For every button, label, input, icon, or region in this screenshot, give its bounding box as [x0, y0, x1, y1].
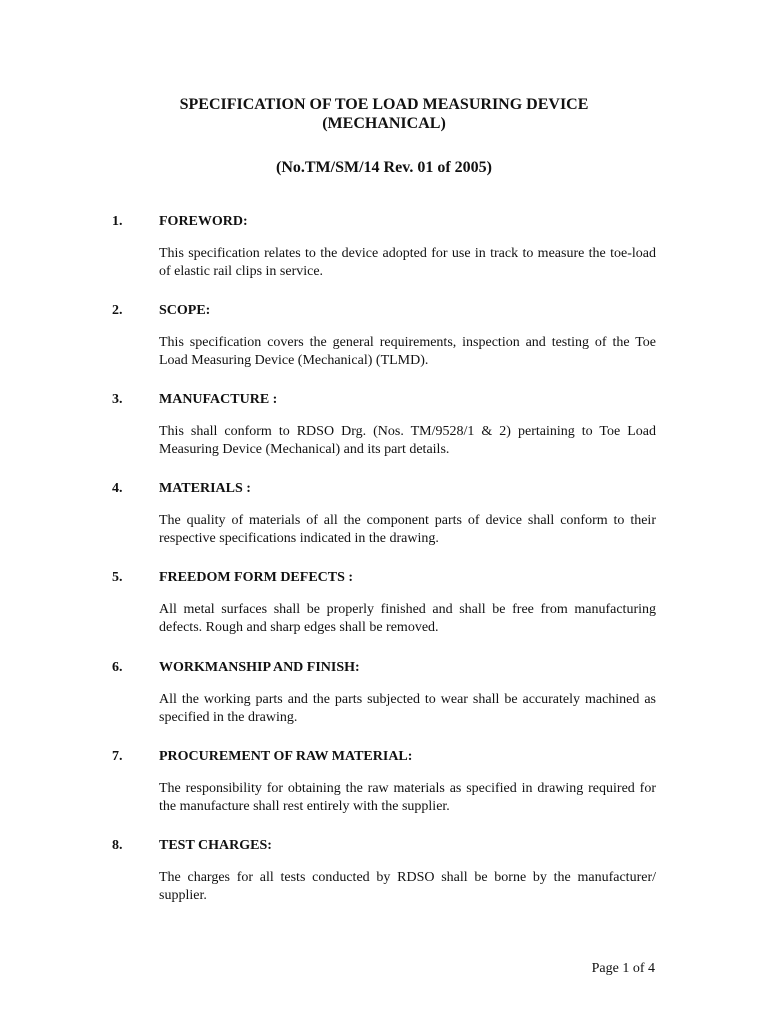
section-heading [112, 213, 656, 231]
section-foreword [112, 213, 656, 281]
section-title: TEST CHARGES: [159, 838, 272, 853]
section-test-charges [112, 837, 656, 905]
section-title: PROCUREMENT OF RAW MATERIAL: [159, 749, 413, 764]
document-number: (No.TM/SM/14 Rev. 01 of 2005) [276, 159, 492, 176]
section-number: 7. [112, 749, 123, 764]
section-procurement-of-raw-material [112, 748, 656, 816]
section-text: The charges for all tests conducted by RDSO shall be borne by the manufacturer/ supplier. [159, 870, 656, 903]
section-title: FREEDOM FORM DEFECTS : [159, 570, 354, 585]
section-text: All the working parts and the parts subjected to wear shall be accurately machined as specified in the drawing. [159, 692, 656, 725]
section-number: 1. [112, 214, 123, 229]
section-title: MATERIALS : [159, 481, 251, 496]
section-heading [112, 391, 656, 409]
section-title: FOREWORD: [159, 214, 248, 229]
section-heading [112, 569, 656, 587]
section-text: All metal surfaces shall be properly finished and shall be free from manufacturing defects. Rough and sharp edges shall be removed. [159, 602, 656, 635]
section-text: This shall conform to RDSO Drg. (Nos. TM/9528/1 & 2) pertaining to Toe Load Measuring Device (Mechanical) and its part details. [159, 424, 656, 457]
section-number: 8. [112, 838, 123, 853]
section-number: 6. [112, 660, 123, 675]
section-text: This specification covers the general requirements, inspection and testing of the Toe Load Measuring Device (Mechanical) (TLMD). [159, 335, 656, 368]
document-subtitle: (MECHANICAL) [322, 115, 446, 132]
section-workmanship-and-finish [112, 659, 656, 727]
section-number: 2. [112, 303, 123, 318]
section-heading [112, 748, 656, 766]
section-text: The quality of materials of all the component parts of device shall conform to their respective specifications indicated in the drawing. [159, 513, 656, 546]
document-title: SPECIFICATION OF TOE LOAD MEASURING DEVICE [179, 96, 589, 113]
section-number: 4. [112, 481, 123, 496]
section-title: WORKMANSHIP AND FINISH: [159, 660, 360, 675]
section-heading [112, 302, 656, 320]
section-materials [112, 480, 656, 548]
section-heading [112, 659, 656, 677]
section-title: MANUFACTURE : [159, 392, 278, 407]
section-text: This specification relates to the device adopted for use in track to measure the toe-load of elastic rail clips in service. [159, 246, 656, 279]
section-scope [112, 302, 656, 370]
section-heading [112, 480, 656, 498]
section-title: SCOPE: [159, 303, 211, 318]
page-number: Page 1 of 4 [591, 961, 655, 976]
section-number: 3. [112, 392, 123, 407]
section-manufacture [112, 391, 656, 459]
section-heading [112, 837, 656, 855]
section-text: The responsibility for obtaining the raw materials as specified in drawing required for the manufacture shall rest entirely with the supplier. [159, 781, 656, 814]
section-freedom-form-defects [112, 569, 656, 637]
section-number: 5. [112, 570, 123, 585]
